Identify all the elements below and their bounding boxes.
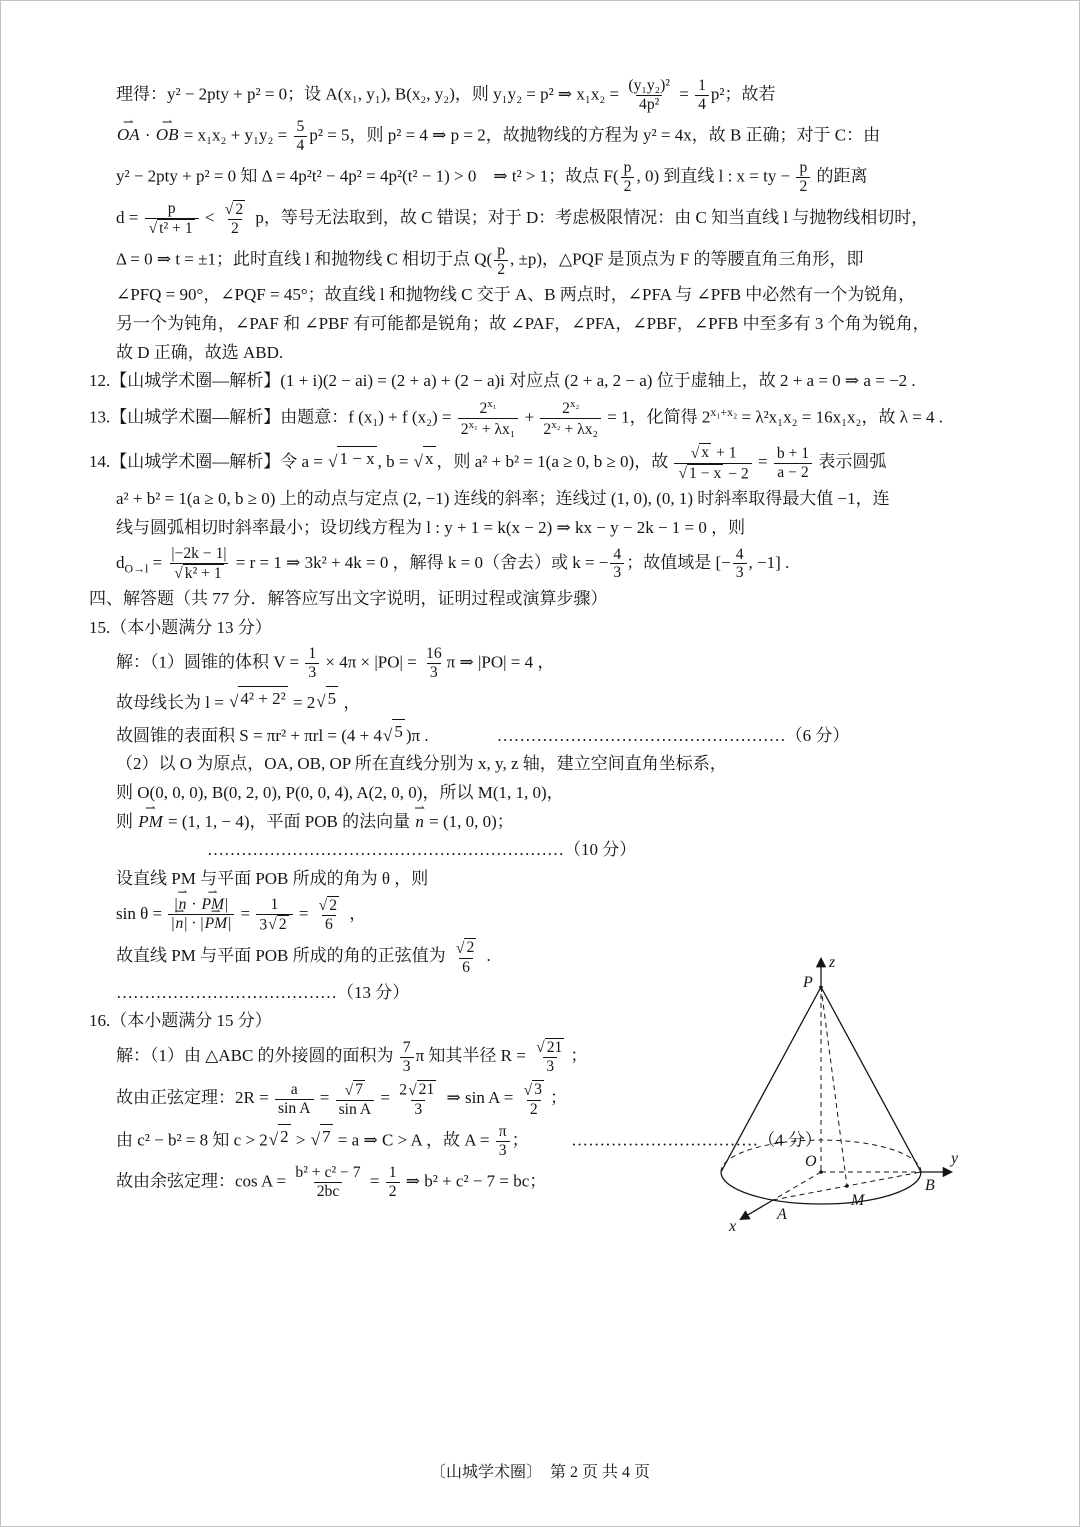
figure-label-b: B [925, 1177, 935, 1194]
solution-line: （2）以 O 为原点，OA, OB, OP 所在直线分别为 x, y, z 轴，建立空间直角坐标系， [116, 754, 727, 774]
solution-line: Δ = 0 ⇒ t = ±1；此时直线 l 和抛物线 C 相切于点 Q( $\frac{p}{2}$ , ±p)，△PQF 是顶点为 F 的等腰直角三角形，即 [116, 242, 864, 279]
solution-line: ⇀ OA · ⇀ OB = x₁x₂ + y₁y₂ = $\frac{5}{4}$ p² = 5，则 p² = 4 ⇒ p = 2，故抛物线的方程为 y² = 4x，故 B 正确；对于 C：由 [116, 118, 994, 155]
solution-line: 故圆锥的表面积 S = πr² + πrl = (4 + 4 √ 5 )π . ……………………………………………（6 分） [116, 719, 994, 748]
cone-left-edge [721, 987, 821, 1172]
point-o [819, 1170, 823, 1174]
solution-line: 则 ⇀ PM = (1, 1, − 4)，平面 POB 的法向量 ⇀ n = (1, 0, 0)； [116, 810, 994, 835]
cone-diagram [701, 947, 966, 1252]
base-front-arc [721, 1172, 921, 1204]
point-m [845, 1184, 849, 1188]
figure-label-o: O [805, 1153, 817, 1170]
solution-line: 则 O(0, 0, 0), B(0, 2, 0), P(0, 0, 4), A(2, 0, 0)，所以 M(1, 1, 0)， [116, 783, 564, 803]
solution-line: 解：（1）圆锥的体积 V = $\frac{1}{3}$ × 4π × |PO| = $\frac{16}{3}$ π ⇒ |PO| = 4 ， [116, 644, 555, 681]
solution-line: 12.【山城学术圈—解析】(1 + i)(2 − ai) = (2 + a) + (2 − a)i 对应点 (2 + a, 2 − a) 位于虚轴上，故 2 + a = 0 ⇒ a = −2 . [89, 371, 916, 391]
solution-line: 故 D 正确，故选 ABD. [116, 342, 284, 362]
solution-line: 解：（1）由 △ABC 的外接圆的面积为 $\frac{7}{3}$ π 知其半径 R = √ 21 3 ； [116, 1038, 588, 1076]
solution-line: 线与圆弧相切时斜率最小；设切线方程为 l : y + 1 = k(x − 2) ⇒ kx − y − 2k − 1 = 0 ，则 [116, 518, 746, 538]
cone-right-edge [821, 987, 921, 1172]
solution-line: 故由余弦定理：cos A = $\frac{\text{b² + c² − 7}}{2bc}$ = $\frac{1}{2}$ ⇒ b² + c² − 7 = bc； [116, 1163, 547, 1200]
figure-label-a: A [777, 1206, 787, 1223]
solution-line: 另一个为钝角，∠PAF 和 ∠PBF 有可能都是锐角；故 ∠PAF，∠PFA，∠PBF，∠PFB 中至多有 3 个角为锐角， [116, 314, 930, 334]
figure-label-y: y [951, 1150, 959, 1167]
figure-label-z: z [829, 954, 836, 971]
solution-line: 设直线 PM 与平面 POB 所成的角为 θ ，则 [116, 868, 429, 888]
solution-line: 四、解答题（共 77 分．解答应写出文字说明，证明过程或演算步骤） [89, 589, 608, 609]
solution-line: ………………………………………………………（10 分） [207, 840, 637, 860]
solution-line: 14.【山城学术圈—解析】令 a = √ 1 − x , b = √ x ，则 a² + b² = 1(a ≥ 0, b ≥ 0)，故 √ x + 1 √ 1 − x − 2 = $\frac{b + 1}{a - 2}$ 表示圆弧 [89, 444, 887, 483]
segment-pm-dashed [821, 987, 847, 1186]
figure-label-x: x [729, 1218, 737, 1235]
solution-line: …………………………………（13 分） [116, 982, 410, 1002]
solution-line: 15.（本小题满分 13 分） [89, 617, 272, 637]
solution-line: 13.【山城学术圈—解析】由题意：f (x₁) + f (x₂) = $\frac{2^{x_1}}{2^{x_1} + \lambda x_1}$ + $\frac{2^{x_2}}{2^{x_2} + \lambda x_2}$ = 1，化简得 $2^{x_1+x_2} = \lambda^2x_1x_2 = 16x_1x_2$，故 λ = 4 . [89, 397, 944, 439]
solution-line: d = p √ t² + 1 < √ 2 2 p，等号无法取到，故 C 错误；对于 D：考虑极限情况：由 C 知当直线 l 与抛物线相切时， [116, 199, 929, 238]
solution-line: $d_{O\to l}$ = |−2k − 1| √ k² + 1 = r = 1 ⇒ 3k² + 4k = 0 ，解得 k = 0（舍去）或 k = − $\frac{4}{3}$ ；故值域是 [− $\frac{4}{3}$ , −1] . [116, 544, 790, 583]
solution-line: 16.（本小题满分 15 分） [89, 1011, 272, 1031]
solution-line: 故由正弦定理：2R = $\frac{a}{\text{sin A}}$ = √ 7 sin A = 2 √ 21 3 ⇒ sin A = √ 3 2 ； [116, 1081, 567, 1118]
x-axis-dashed [773, 1172, 821, 1200]
solution-line: sin θ = $\frac{|⇀ n \cdot ⇀ PM|}{|⇀ n| \cdot |⇀ PM|}$ = 1 3 √ 2 = √ 2 6 ， [116, 896, 994, 935]
figure-label-p: P [803, 974, 813, 991]
solution-line: y² − 2pty + p² = 0 知 Δ = 4p²t² − 4p² = 4p²(t² − 1) > 0 ⇒ t² > 1；故点 F( $\frac{p}{2}$ , 0) 到直线 l : x = ty − $\frac{p}{2}$ 的距离 [116, 158, 868, 195]
figure-label-m: M [851, 1192, 865, 1209]
solution-line: 理得：y² − 2pty + p² = 0；设 A(x₁, y₁), B(x₂, y₂)，则 y₁y₂ = p² ⇒ x₁x₂ = $\frac{\text{(y₁y₂)²}}{\text{4p²}}$ = $\frac{1}{4}$ p²；故若 [116, 77, 776, 113]
cone-figure [701, 947, 966, 1252]
page-footer: 〔山城学术圈〕 第 2 页 共 4 页 [429, 1464, 650, 1481]
solution-line: a² + b² = 1(a ≥ 0, b ≥ 0) 上的动点与定点 (2, −1) 连线的斜率；连线过 (1, 0), (0, 1) 时斜率取得最大值 −1，连 [116, 489, 890, 509]
solution-line: 故直线 PM 与平面 POB 所成的角的正弦值为 √ 2 6 . [116, 939, 491, 976]
x-axis [741, 1200, 773, 1219]
point-p [819, 985, 823, 989]
solution-line: 故母线长为 l = √ 4² + 2² = 2 √ 5 ， [116, 686, 994, 715]
solution-line: ∠PFQ = 90°，∠PQF = 45°；故直线 l 和抛物线 C 交于 A、B 两点时，∠PFA 与 ∠PFB 中必然有一个为锐角， [116, 285, 916, 305]
solution-line: 由 c² − b² = 8 知 c > 2 √ 2 > √ 7 = a ⇒ C > A ，故 A = $\frac{\pi}{3}$ ； ……………………………（4 分） [116, 1122, 822, 1159]
